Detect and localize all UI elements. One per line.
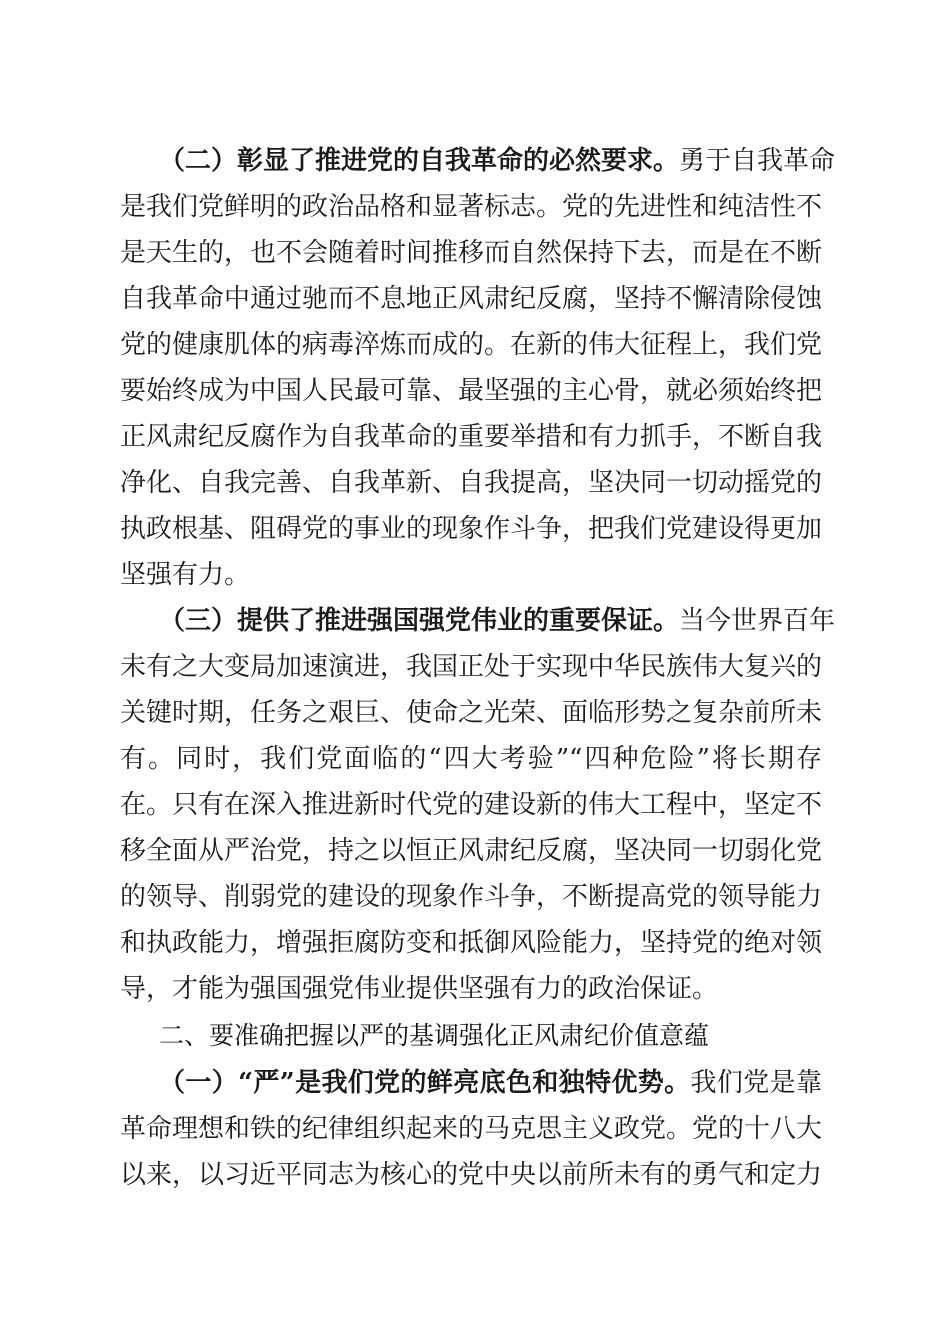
section2-line-3: 是天生的，也不会随着时间推移而自然保持下去，而是在不断 bbox=[120, 238, 823, 268]
section2-line-8: 净化、自我完善、自我革新、自我提高，坚决同一切动摇党的 bbox=[120, 468, 823, 498]
section-b1-title: （一）“严”是我们党的鲜亮底色和独特优势。 bbox=[159, 1068, 691, 1098]
section3-line-1 bbox=[159, 598, 836, 644]
section3-line-9: 导，才能为强国强党伟业提供坚强有力的政治保证。 bbox=[120, 974, 719, 1004]
section2-line-2: 是我们党鲜明的政治品格和显著标志。党的先进性和纯洁性不 bbox=[120, 192, 823, 222]
section-heading-2: 二、要准确把握以严的基调强化正风肃纪价值意蕴 bbox=[159, 1021, 710, 1050]
section2-line-1-rest: 勇于自我革命 bbox=[679, 146, 836, 176]
section3-line-7: 的领导、削弱党的建设的现象作斗争，不断提高党的领导能力 bbox=[120, 882, 823, 912]
section2-line-5: 党的健康肌体的病毒淬炼而成的。在新的伟大征程上，我们党 bbox=[120, 330, 823, 360]
section-b1-line-3: 以来，以习近平同志为核心的党中央以前所未有的勇气和定力 bbox=[120, 1160, 823, 1190]
section2-line-10: 坚强有力。 bbox=[120, 560, 251, 590]
section3-title: （三）提供了推进强国强党伟业的重要保证。 bbox=[159, 606, 680, 636]
section2-line-9: 执政根基、阻碍党的事业的现象作斗争，把我们党建设得更加 bbox=[120, 514, 823, 544]
section3-line-3: 关键时期，任务之艰巨、使命之光荣、面临形势之复杂前所未 bbox=[120, 698, 823, 728]
section3-line-4: 有。同时，我们党面临的“四大考验”“四种危险”将长期存 bbox=[120, 744, 822, 774]
section2-line-7: 正风肃纪反腐作为自我革命的重要举措和有力抓手，不断自我 bbox=[120, 422, 823, 452]
section2-title: （二）彰显了推进党的自我革命的必然要求。 bbox=[159, 146, 680, 176]
section-b1-line-1 bbox=[159, 1060, 822, 1106]
section2-line-4: 自我革命中通过驰而不息地正风肃纪反腐，坚持不懈清除侵蚀 bbox=[120, 284, 823, 314]
section2-line-1 bbox=[159, 138, 836, 184]
section-b1-line-2: 革命理想和铁的纪律组织起来的马克思主义政党。党的十八大 bbox=[120, 1114, 823, 1144]
section3-line-6: 移全面从严治党，持之以恒正风肃纪反腐，坚决同一切弱化党 bbox=[120, 836, 823, 866]
section3-line-2: 未有之大变局加速演进，我国正处于实现中华民族伟大复兴的 bbox=[120, 652, 823, 682]
section-b1-line-1-rest: 我们党是靠 bbox=[690, 1068, 822, 1098]
section3-line-1-rest: 当今世界百年 bbox=[679, 606, 836, 636]
section3-line-5: 在。只有在深入推进新时代党的建设新的伟大工程中，坚定不 bbox=[120, 790, 823, 820]
section2-line-6: 要始终成为中国人民最可靠、最坚强的主心骨，就必须始终把 bbox=[120, 376, 823, 406]
section3-line-8: 和执政能力，增强拒腐防变和抵御风险能力，坚持党的绝对领 bbox=[120, 928, 823, 958]
